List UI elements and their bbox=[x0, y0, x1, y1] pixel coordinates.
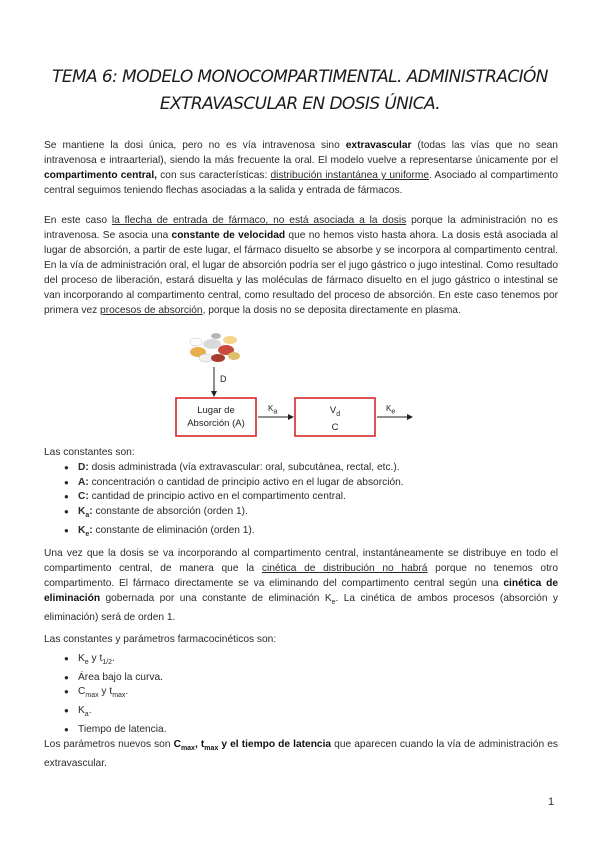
term-k: K bbox=[78, 525, 86, 537]
underlined-text: distribución instantánea y uniforme bbox=[270, 170, 429, 181]
parameters-section bbox=[44, 633, 558, 738]
parameters-intro: Las constantes y parámetros farmacocinéticos son: bbox=[44, 634, 277, 645]
t: y el tiempo de latencia bbox=[218, 739, 332, 750]
item-desc: cantidad de principio activo en el compartimento central. bbox=[88, 491, 346, 503]
term-sub: e bbox=[85, 531, 90, 539]
constants-intro: Las constantes son: bbox=[44, 447, 135, 458]
ke-sub: e bbox=[391, 408, 396, 416]
s: e bbox=[84, 658, 89, 666]
list-item bbox=[66, 490, 558, 505]
text: (todas las vías que no sean intravenosa e intraarterial), siendo la más frecuente la oral. El modelo vuelve a representarse únicamente por el bbox=[44, 140, 558, 166]
text: con sus características: bbox=[157, 170, 271, 181]
s: max bbox=[112, 692, 126, 700]
t: Área bajo la curva. bbox=[78, 671, 163, 683]
text: que aparecen cuando la vía de administración es extravascular. bbox=[44, 739, 558, 770]
s: max bbox=[204, 745, 219, 753]
constants-section bbox=[44, 446, 558, 543]
item-term: A: bbox=[78, 476, 89, 488]
t: K bbox=[78, 705, 85, 717]
bold-term: cinética de eliminación bbox=[44, 578, 558, 604]
underlined-text: la flecha de entrada de fármaco, no está asociada a la dosis bbox=[111, 215, 407, 226]
t: K bbox=[78, 652, 85, 664]
subscript: e bbox=[331, 599, 336, 607]
paragraph-intro bbox=[44, 138, 558, 198]
t: . bbox=[112, 652, 115, 664]
item-term bbox=[78, 525, 93, 539]
dose-label: D bbox=[220, 374, 227, 384]
list-item bbox=[66, 671, 558, 686]
term-colon: : bbox=[89, 525, 93, 537]
list-item bbox=[66, 685, 558, 704]
box1-line1: Lugar de bbox=[197, 405, 235, 416]
text: , porque la dosis no se deposita directamente en plasma. bbox=[202, 305, 461, 316]
t: C bbox=[173, 739, 181, 750]
list-item bbox=[66, 461, 558, 476]
paragraph-new-parameters bbox=[44, 737, 558, 771]
absorption-site-label bbox=[176, 404, 256, 430]
page-number: 1 bbox=[548, 796, 555, 808]
list-item bbox=[66, 704, 558, 723]
term-k: K bbox=[78, 506, 86, 518]
text: gobernada por una constante de eliminación K bbox=[100, 593, 332, 604]
list-item bbox=[66, 723, 558, 738]
central-compartment-label bbox=[295, 404, 375, 434]
ka-sub: a bbox=[273, 408, 278, 416]
compartment-diagram bbox=[160, 330, 420, 440]
paragraph-absorption bbox=[44, 213, 558, 318]
item-desc: concentración o cantidad de principio activo en el lugar de absorción. bbox=[88, 476, 404, 488]
text: . La cinética de ambos procesos (absorción y eliminación) será de orden 1. bbox=[44, 593, 558, 624]
s: a bbox=[84, 711, 89, 719]
parameters-list bbox=[44, 652, 558, 738]
item-term: D: bbox=[78, 461, 89, 473]
text: . Asociado al compartimento central seguimos teniendo flechas asociadas a la salida y entrada de fármacos. bbox=[44, 170, 558, 196]
s: max bbox=[85, 692, 99, 700]
t: , t bbox=[194, 739, 205, 750]
t: C bbox=[78, 686, 86, 698]
ke-k: K bbox=[386, 404, 392, 413]
underlined-text: cinética de distribución no habrá bbox=[261, 563, 428, 574]
constants-list bbox=[44, 461, 558, 543]
item-desc: dosis administrada (vía extravascular: oral, subcutánea, rectal, etc.). bbox=[88, 461, 400, 473]
list-item bbox=[66, 476, 558, 491]
document-title bbox=[40, 64, 560, 118]
s: max bbox=[180, 745, 195, 753]
bold-term: constante de velocidad bbox=[171, 230, 286, 241]
list-item bbox=[66, 652, 558, 671]
text: En este caso bbox=[44, 215, 112, 226]
t: Tiempo de latencia. bbox=[78, 724, 167, 736]
list-item bbox=[66, 524, 558, 543]
item-term bbox=[78, 506, 93, 520]
bold-term: extravascular bbox=[345, 140, 412, 151]
item-desc: constante de eliminación (orden 1). bbox=[92, 525, 255, 537]
text: porque no tenemos otro compartimento. El fármaco directamente se va eliminando del compartimento central según una bbox=[44, 563, 558, 589]
item-desc: constante de absorción (orden 1). bbox=[92, 506, 248, 518]
ka-label bbox=[268, 404, 277, 416]
t: y t bbox=[98, 686, 113, 698]
text: que no hemos visto hasta ahora. La dosis está asociada al lugar de absorción, a partir de este lugar, el fármaco disuelto se absorbe y se incorpora al compartimento central. En la vía de administración oral, el lugar de absorción podría ser el jugo gástrico o jugo intestinal. Como resultado del proceso de liberación, estará disuelta y las moléculas de fármaco disuelto en el jugo gástrico o intestinal se van incorporando al compartimento central, como resultado del proceso de absorción. En este caso tenemos por primera vez bbox=[44, 230, 558, 316]
text: Los parámetros nuevos son bbox=[44, 739, 174, 750]
bold-term bbox=[173, 739, 332, 753]
list-item bbox=[66, 505, 558, 524]
box1-line2: Absorción (A) bbox=[187, 418, 245, 429]
vd-sub: d bbox=[336, 410, 341, 418]
t: . bbox=[88, 705, 92, 717]
s: 1/2 bbox=[102, 658, 113, 666]
ke-label bbox=[386, 404, 395, 416]
term-colon: : bbox=[89, 506, 93, 518]
text: porque la administración no es intravenosa. Se asocia una bbox=[44, 215, 559, 241]
title-line-2: EXTRAVASCULAR EN DOSIS ÚNICA. bbox=[159, 94, 441, 114]
underlined-text: procesos de absorción bbox=[100, 305, 203, 316]
box2-line1 bbox=[295, 404, 375, 421]
paragraph-elimination bbox=[44, 546, 558, 625]
bold-term: compartimento central, bbox=[44, 170, 158, 181]
item-term: C: bbox=[78, 491, 89, 503]
vd-v: V bbox=[329, 405, 337, 416]
title-line-1: TEMA 6: MODELO MONOCOMPARTIMENTAL. ADMINISTRACIÓN bbox=[52, 67, 548, 87]
t: y t bbox=[88, 652, 103, 664]
text: Una vez que la dosis se va incorporando al compartimento central, instantáneamente se distribuye en todo el compartimento central, de manera que la bbox=[44, 548, 558, 574]
box2-line2: C bbox=[331, 421, 339, 433]
term-sub: a bbox=[85, 512, 90, 520]
text: Se mantiene la dosi única, pero no es vía intravenosa sino bbox=[44, 140, 346, 151]
ka-k: K bbox=[268, 404, 274, 413]
t: . bbox=[125, 686, 129, 698]
